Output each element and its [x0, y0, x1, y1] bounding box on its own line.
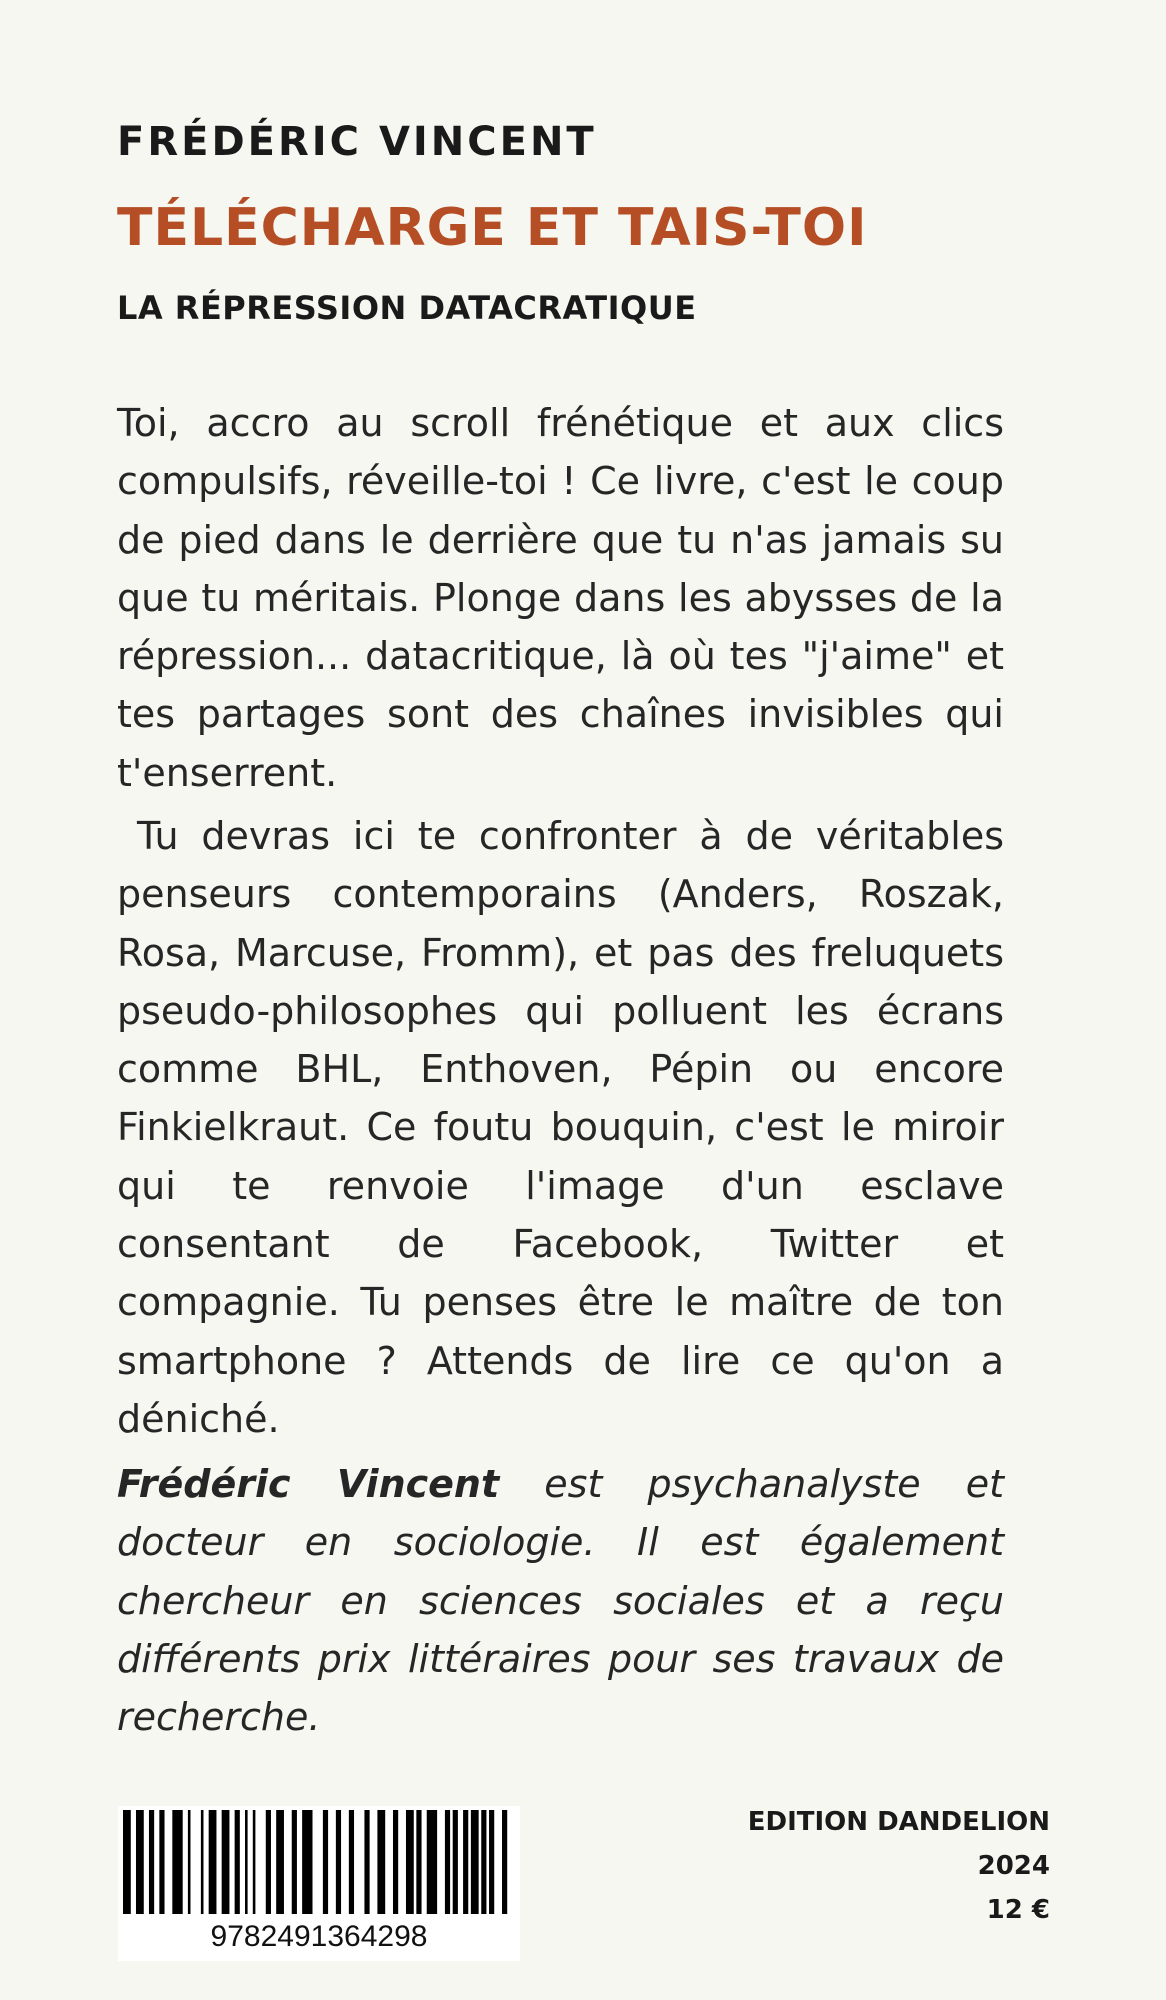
barcode-bar	[149, 1810, 154, 1914]
blurb-paragraph-1: Toi, accro au scroll frénétique et aux clics compulsifs, réveille-toi ! Ce livre, c'est le coup de pied dans le derrière que tu n'as jamais su que tu méritais. Plonge dans les abysses de la répression... datacritique, là où tes "j'aime" et tes partages sont des chaînes invisibles qui t'enserrent.	[117, 401, 1004, 795]
barcode-bar	[172, 1810, 182, 1914]
author-bio-name: Frédéric Vincent	[117, 1462, 500, 1506]
barcode-bar	[502, 1810, 507, 1914]
author-name: FRÉDÉRIC VINCENT	[117, 119, 597, 165]
barcode-bar	[445, 1810, 450, 1914]
barcode-bar	[453, 1810, 458, 1914]
author-bio	[117, 1455, 1004, 1746]
barcode-bar	[336, 1810, 341, 1914]
barcode-bar	[364, 1810, 369, 1914]
barcode-bar	[302, 1810, 312, 1914]
barcode-bar	[266, 1810, 271, 1914]
author-bio-text: est psychanalyste et docteur en sociologie. Il est également chercheur en sciences sociales et a reçu différents prix littéraires pour ses travaux de recherche.	[117, 1462, 1004, 1740]
publisher-info	[748, 1800, 1050, 1932]
publisher-name: EDITION DANDELION	[747, 1807, 1050, 1837]
barcode-bar	[276, 1810, 284, 1914]
barcode-bar	[463, 1810, 468, 1914]
barcode-bar	[123, 1810, 131, 1914]
barcode	[118, 1806, 520, 1961]
barcode-bar	[416, 1810, 421, 1914]
barcode-bar	[292, 1810, 297, 1914]
barcode-bars	[118, 1806, 520, 1918]
barcode-bar	[377, 1810, 385, 1914]
barcode-bar	[253, 1810, 256, 1914]
barcode-bar	[406, 1810, 414, 1914]
barcode-bar	[393, 1810, 398, 1914]
isbn-number: 9782491364298	[210, 1920, 428, 1953]
barcode-bar	[136, 1810, 144, 1914]
barcode-bar	[245, 1810, 248, 1914]
barcode-bar	[188, 1810, 191, 1914]
book-title: TÉLÉCHARGE ET TAIS-TOI	[117, 198, 868, 258]
barcode-bar	[209, 1810, 217, 1914]
barcode-bar	[323, 1810, 328, 1914]
price: 12 €	[986, 1895, 1050, 1925]
publication-year: 2024	[977, 1851, 1050, 1881]
book-subtitle: LA RÉPRESSION DATACRATIQUE	[117, 289, 697, 327]
barcode-bar	[481, 1810, 486, 1914]
barcode-bar	[471, 1810, 479, 1914]
blurb-paragraph-2: Tu devras ici te confronter à de véritables penseurs contemporains (Anders, Roszak, Rosa, Marcuse, Fromm), et pas des freluquets pseudo-philosophes qui polluent les écrans comme BHL, Enthoven, Pépin ou encore Finkielkraut. Ce foutu bouquin, c'est le miroir qui te renvoie l'image d'un esclave consentant de Facebook, Twitter et compagnie. Tu penses être le maître de ton smartphone ? Attends de lire ce qu'on a déniché.	[117, 814, 1004, 1441]
barcode-bar	[349, 1810, 354, 1914]
barcode-bar	[489, 1810, 494, 1914]
barcode-bar	[159, 1810, 164, 1914]
barcode-bar	[201, 1810, 204, 1914]
barcode-bar	[222, 1810, 230, 1914]
barcode-bar	[235, 1810, 240, 1914]
barcode-bar	[427, 1810, 437, 1914]
